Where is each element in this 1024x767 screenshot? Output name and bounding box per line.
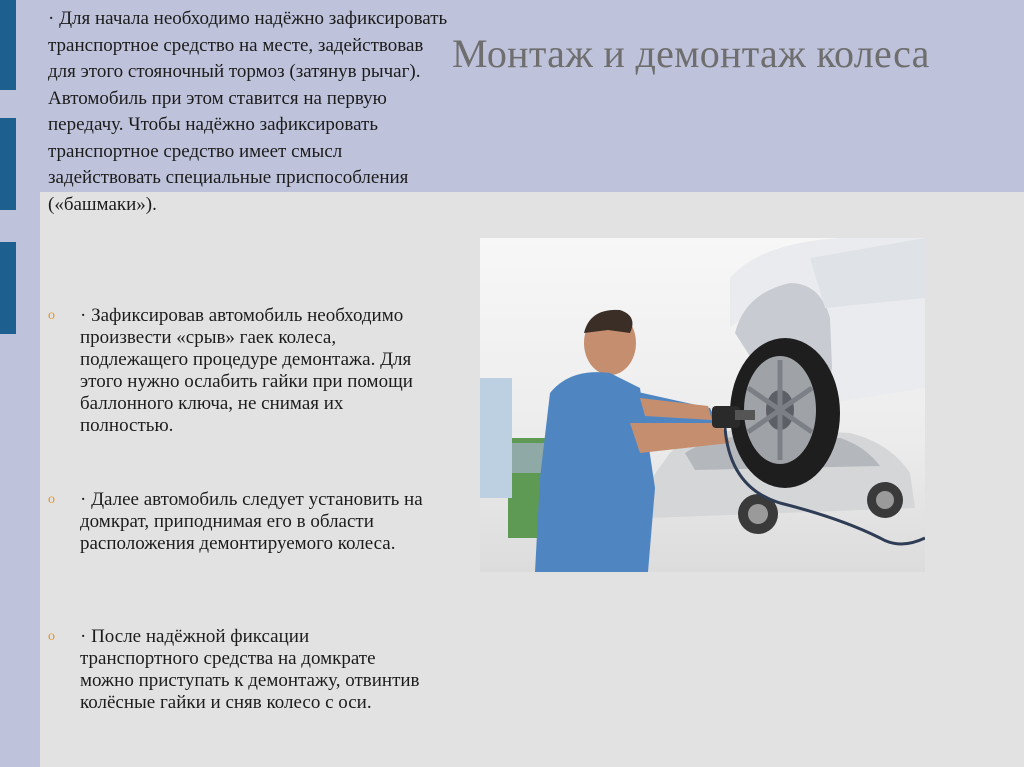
mechanic-removing-wheel-photo [480,238,925,572]
bullet-marker: o [48,308,55,323]
bullet-text: · Зафиксировав автомобиль необходимо произвести «срыв» гаек колеса, подлежащего процедуре демонтажа. Для этого нужно ослабить гайки при помощи баллонного ключа, не снимая их полностью. [80,305,413,436]
accent-bar [0,0,16,90]
accent-bar [0,242,16,334]
bullet-text: · После надёжной фиксации транспортного средства на домкрате можно приступать к демонтажу, отвинтив колёсные гайки и сняв колесо с оси. [80,626,420,713]
accent-bar [0,118,16,210]
slide-title: Монтаж и демонтаж колеса [452,31,930,76]
bullet-text: · Далее автомобиль следует установить на домкрат, приподнимая его в области расположения демонтируемого колеса. [80,489,423,554]
bullet-item [48,626,428,714]
bullet-marker: o [48,629,55,644]
intro-paragraph: · Для начала необходимо надёжно зафиксировать транспортное средство на месте, задействовав для этого стояночный тормоз (затянув рычаг). Автомобиль при этом ставится на первую передачу. Чтобы надёжно зафиксировать транспортное средство имеет смысл задействовать специальные приспособления («башмаки»). [48,8,448,215]
bullet-item [48,305,428,437]
bullet-item [48,489,428,555]
left-strip [0,0,40,767]
bullet-marker: o [48,492,55,507]
